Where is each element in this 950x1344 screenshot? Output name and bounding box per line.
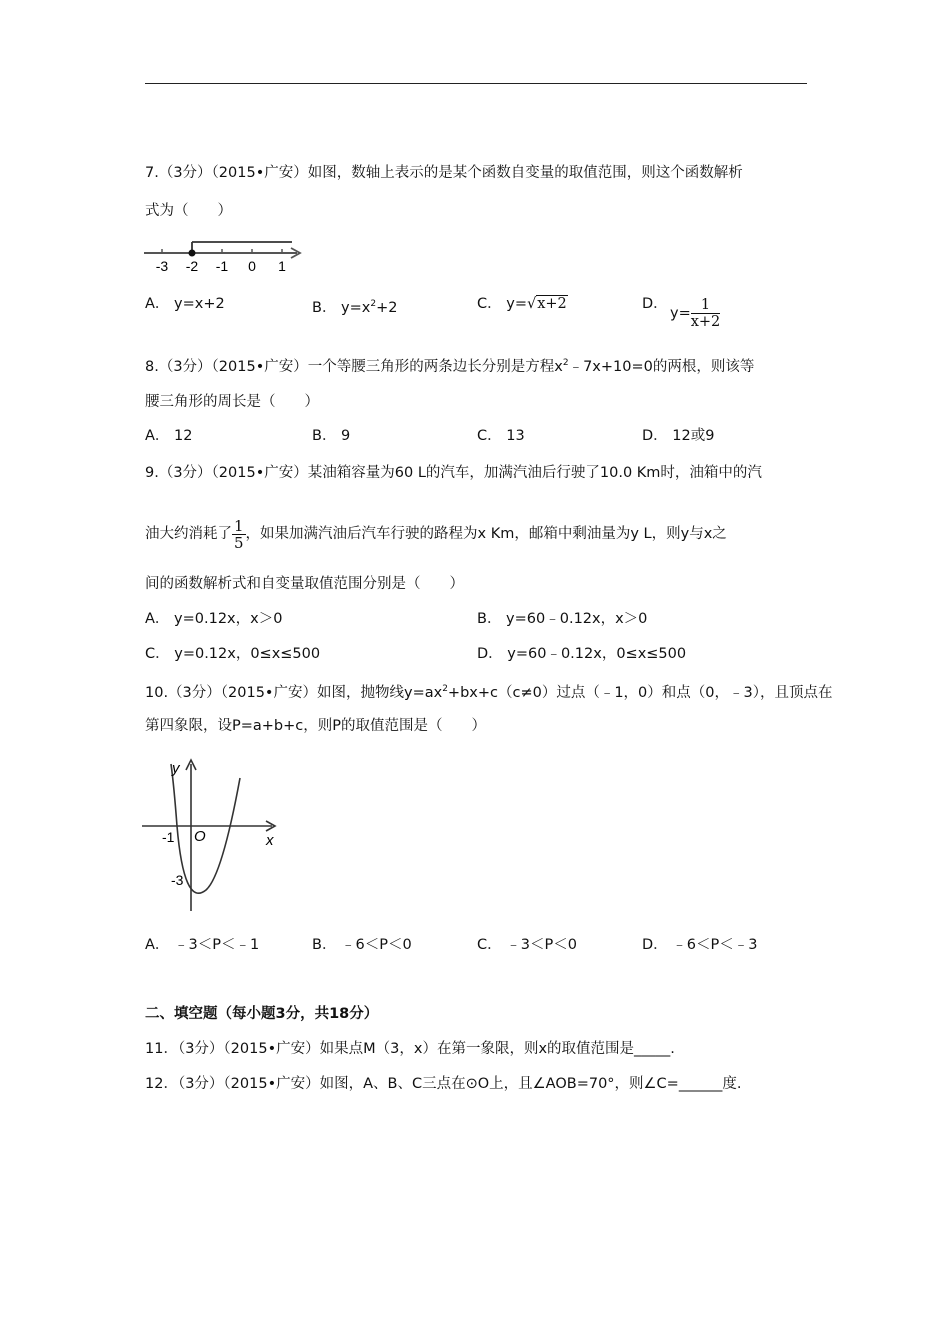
- q8-line1-a: 8.（3分）（2015•广安）一个等腰三角形的两条边长分别是方程x: [145, 358, 563, 375]
- q10-line1-a: 10.（3分）（2015•广安）如图，抛物线y=ax: [145, 684, 443, 701]
- q11-line: 11．（3分）（2015•广安）如果点M（3，x）在第一象限，则x的取值范围是_____.: [145, 1041, 675, 1057]
- q10-line2: 第四象限，设P=a+b+c，则P的取值范围是（ ）: [145, 718, 486, 734]
- q8-line1-b: ﹣7x+10=0的两根，则该等: [568, 358, 755, 375]
- q7-option-a[interactable]: A． y=x+2: [145, 296, 225, 312]
- q7-option-b[interactable]: [312, 294, 397, 318]
- q10-line1-b: +bx+c（c≠0）过点（﹣1，0）和点（0，﹣3），且顶点在: [447, 684, 833, 701]
- q7-option-c[interactable]: [477, 294, 568, 314]
- graph-label-y: y: [172, 760, 180, 777]
- q8-line1-sup: 2: [562, 358, 569, 368]
- q9-line3: 间的函数解析式和自变量取值范围分别是（ ）: [145, 576, 464, 592]
- q8-option-d[interactable]: D． 12或9: [642, 428, 715, 444]
- number-line-figure: [142, 236, 307, 276]
- q7-option-b-prefix: B． y=x: [312, 299, 371, 316]
- axis-label-0: 0: [248, 258, 256, 274]
- q8-line1: [145, 353, 754, 377]
- fraction-denominator: 5: [234, 533, 244, 552]
- fraction-denominator: x+2: [690, 314, 721, 330]
- q10-option-b[interactable]: B． ﹣6＜P＜0: [312, 937, 412, 953]
- q9-line2-a: 油大约消耗了: [145, 526, 232, 542]
- graph-label-x: x: [266, 832, 274, 849]
- fraction: [691, 297, 721, 330]
- q7-option-c-prefix: C． y=: [477, 296, 527, 312]
- q9-option-c[interactable]: C． y=0.12x，0≤x≤500: [145, 646, 321, 662]
- q7-option-d[interactable]: [670, 297, 720, 330]
- graph-label-m3: -3: [171, 872, 184, 888]
- q10-option-c[interactable]: C． ﹣3＜P＜0: [477, 937, 577, 953]
- sqrt-radicand: x+2: [537, 296, 567, 312]
- fraction-numerator: 1: [691, 297, 721, 314]
- q8-option-b[interactable]: B． 9: [312, 428, 351, 444]
- q9-line2-b: ，如果加满汽油后汽车行驶的路程为x Km，邮箱中剩油量为y L，则y与x之: [245, 526, 727, 542]
- q9-option-a[interactable]: A． y=0.12x，x＞0: [145, 611, 283, 627]
- q10-option-d[interactable]: D． ﹣6＜P＜﹣3: [642, 937, 758, 953]
- q7-option-d-label[interactable]: D．: [642, 296, 668, 312]
- fraction-one-fifth: [232, 518, 246, 551]
- q10-option-a[interactable]: A． ﹣3＜P＜﹣1: [145, 937, 260, 953]
- fraction-numerator: 1: [234, 516, 244, 535]
- q7-option-b-suffix: +2: [376, 299, 398, 316]
- q7-option-d-prefix: y=: [670, 305, 691, 322]
- q10-line1-sup: 2: [442, 684, 448, 694]
- axis-label-m3: -3: [155, 258, 169, 274]
- sqrt-expression: √x+2: [526, 296, 567, 312]
- parabola-figure: [142, 756, 287, 916]
- q8-line2: 腰三角形的周长是（ ）: [145, 394, 319, 410]
- graph-label-m1: -1: [162, 829, 175, 845]
- q8-option-a[interactable]: A． 12: [145, 428, 193, 444]
- header-rule: [145, 83, 807, 84]
- axis-label-1: 1: [278, 258, 286, 274]
- q9-option-b[interactable]: B． y=60﹣0.12x，x＞0: [477, 611, 648, 627]
- section-title: 二、填空题（每小题3分，共18分）: [145, 1006, 379, 1022]
- q8-option-c[interactable]: C． 13: [477, 428, 525, 444]
- q9-line1: 9.（3分）（2015•广安）某油箱容量为60 L的汽车，加满汽油后行驶了10.0 Km时，油箱中的汽: [145, 465, 762, 481]
- q9-option-d[interactable]: D． y=60﹣0.12x，0≤x≤500: [477, 646, 687, 662]
- q9-line2: [145, 516, 727, 552]
- axis-label-m1: -1: [215, 258, 229, 274]
- q10-line1: [145, 679, 832, 703]
- q7-line2: 式为（ ）: [145, 203, 232, 219]
- q7-option-b-sup: 2: [370, 299, 377, 309]
- graph-label-origin: O: [194, 828, 206, 845]
- q12-line: 12．（3分）（2015•广安）如图，A、B、C三点在⊙O上，且∠AOB=70°，则∠C=______度.: [145, 1076, 742, 1092]
- q7-line1: 7.（3分）（2015•广安）如图，数轴上表示的是某个函数自变量的取值范围，则这个函数解析: [145, 165, 743, 181]
- axis-label-m2: -2: [185, 258, 199, 274]
